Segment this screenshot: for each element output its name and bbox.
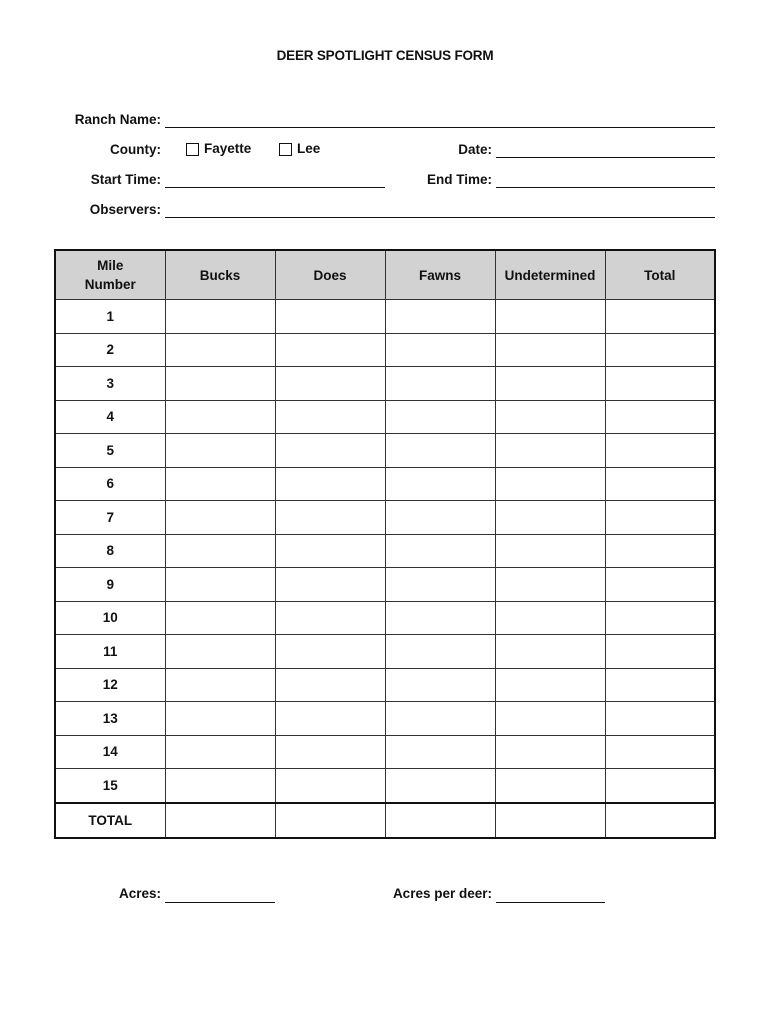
table-row — [55, 635, 715, 669]
does-cell[interactable] — [275, 735, 385, 769]
ranch-name-label: Ranch Name: — [74, 112, 161, 127]
bucks-cell[interactable] — [165, 568, 275, 602]
fawns-cell[interactable] — [385, 400, 495, 434]
fawns-cell[interactable] — [385, 434, 495, 468]
mile-number-cell: 2 — [55, 333, 165, 367]
end-time-label: End Time: — [426, 172, 492, 187]
mile-number-cell: 5 — [55, 434, 165, 468]
mile-number-cell: 7 — [55, 501, 165, 535]
fawns-cell[interactable] — [385, 668, 495, 702]
total-cell[interactable] — [605, 635, 715, 669]
total-cell[interactable] — [605, 601, 715, 635]
header-mile-number — [55, 250, 165, 300]
fayette-label: Fayette — [204, 141, 252, 156]
total-cell[interactable] — [605, 568, 715, 602]
total-cell[interactable] — [605, 333, 715, 367]
does-cell[interactable] — [275, 601, 385, 635]
undetermined-cell[interactable] — [495, 434, 605, 468]
table-row — [55, 367, 715, 401]
undetermined-cell[interactable] — [495, 300, 605, 334]
mile-number-cell: 13 — [55, 702, 165, 736]
undetermined-cell[interactable] — [495, 400, 605, 434]
lee-checkbox[interactable] — [279, 143, 292, 156]
header-mile-line1: Mile — [97, 258, 124, 273]
mile-number-cell: 11 — [55, 635, 165, 669]
total-fawns-cell[interactable] — [385, 803, 495, 838]
total-cell[interactable] — [605, 400, 715, 434]
does-cell[interactable] — [275, 635, 385, 669]
fawns-cell[interactable] — [385, 501, 495, 535]
table-row — [55, 400, 715, 434]
fayette-checkbox[interactable] — [186, 143, 199, 156]
fawns-cell[interactable] — [385, 568, 495, 602]
census-table — [54, 249, 716, 839]
total-cell[interactable] — [605, 668, 715, 702]
header-bucks: Bucks — [165, 250, 275, 300]
undetermined-cell[interactable] — [495, 735, 605, 769]
mile-number-cell: 12 — [55, 668, 165, 702]
undetermined-cell[interactable] — [495, 769, 605, 803]
does-cell[interactable] — [275, 400, 385, 434]
bucks-cell[interactable] — [165, 735, 275, 769]
does-cell[interactable] — [275, 333, 385, 367]
date-label: Date: — [458, 142, 492, 157]
undetermined-cell[interactable] — [495, 568, 605, 602]
table-row — [55, 501, 715, 535]
mile-number-cell: 3 — [55, 367, 165, 401]
total-cell[interactable] — [605, 367, 715, 401]
acres-label: Acres: — [118, 886, 161, 901]
fawns-cell[interactable] — [385, 367, 495, 401]
acres-per-deer-label: Acres per deer: — [392, 886, 492, 901]
fawns-cell[interactable] — [385, 300, 495, 334]
bucks-cell[interactable] — [165, 601, 275, 635]
header-undetermined: Undetermined — [495, 250, 605, 300]
total-cell[interactable] — [605, 300, 715, 334]
acres-per-deer-field[interactable] — [496, 902, 605, 903]
table-row — [55, 434, 715, 468]
undetermined-cell[interactable] — [495, 367, 605, 401]
table-row — [55, 467, 715, 501]
bucks-cell[interactable] — [165, 769, 275, 803]
mile-number-cell: 9 — [55, 568, 165, 602]
bucks-cell[interactable] — [165, 668, 275, 702]
table-row — [55, 668, 715, 702]
header-fawns: Fawns — [385, 250, 495, 300]
undetermined-cell[interactable] — [495, 467, 605, 501]
does-cell[interactable] — [275, 367, 385, 401]
total-does-cell[interactable] — [275, 803, 385, 838]
total-bucks-cell[interactable] — [165, 803, 275, 838]
does-cell[interactable] — [275, 501, 385, 535]
end-time-field[interactable] — [496, 187, 715, 188]
bucks-cell[interactable] — [165, 702, 275, 736]
mile-number-cell: 8 — [55, 534, 165, 568]
does-cell[interactable] — [275, 668, 385, 702]
total-cell[interactable] — [605, 702, 715, 736]
table-row — [55, 601, 715, 635]
fawns-cell[interactable] — [385, 467, 495, 501]
bucks-cell[interactable] — [165, 467, 275, 501]
table-row — [55, 568, 715, 602]
table-row — [55, 534, 715, 568]
undetermined-cell[interactable] — [495, 668, 605, 702]
county-label: County: — [110, 142, 161, 157]
fawns-cell[interactable] — [385, 534, 495, 568]
table-row — [55, 702, 715, 736]
bucks-cell[interactable] — [165, 501, 275, 535]
ranch-name-field[interactable] — [165, 127, 715, 128]
start-time-field[interactable] — [165, 187, 385, 188]
table-row — [55, 333, 715, 367]
does-cell[interactable] — [275, 467, 385, 501]
table-header-row — [55, 250, 715, 300]
bucks-cell[interactable] — [165, 400, 275, 434]
bucks-cell[interactable] — [165, 434, 275, 468]
does-cell[interactable] — [275, 434, 385, 468]
undetermined-cell[interactable] — [495, 534, 605, 568]
total-cell[interactable] — [605, 501, 715, 535]
bucks-cell[interactable] — [165, 333, 275, 367]
mile-number-cell: 15 — [55, 769, 165, 803]
total-cell[interactable] — [605, 735, 715, 769]
total-undetermined-cell[interactable] — [495, 803, 605, 838]
total-cell[interactable] — [605, 769, 715, 803]
does-cell[interactable] — [275, 534, 385, 568]
does-cell[interactable] — [275, 568, 385, 602]
fawns-cell[interactable] — [385, 735, 495, 769]
total-total-cell[interactable] — [605, 803, 715, 838]
observers-field[interactable] — [165, 217, 715, 218]
bucks-cell[interactable] — [165, 300, 275, 334]
date-field[interactable] — [496, 157, 715, 158]
table-row — [55, 769, 715, 803]
undetermined-cell[interactable] — [495, 333, 605, 367]
acres-field[interactable] — [165, 902, 275, 903]
undetermined-cell[interactable] — [495, 601, 605, 635]
header-mile-line2: Number — [84, 277, 136, 292]
header-total: Total — [605, 250, 715, 300]
table-row — [55, 300, 715, 334]
does-cell[interactable] — [275, 702, 385, 736]
bucks-cell[interactable] — [165, 635, 275, 669]
does-cell[interactable] — [275, 300, 385, 334]
fawns-cell[interactable] — [385, 769, 495, 803]
start-time-label: Start Time: — [90, 172, 161, 187]
mile-number-cell: 4 — [55, 400, 165, 434]
mile-number-cell: 6 — [55, 467, 165, 501]
total-row — [55, 803, 715, 838]
mile-number-cell: 10 — [55, 601, 165, 635]
header-does: Does — [275, 250, 385, 300]
total-cell[interactable] — [605, 434, 715, 468]
table-row — [55, 735, 715, 769]
total-label-cell: TOTAL — [55, 803, 165, 838]
bucks-cell[interactable] — [165, 534, 275, 568]
total-cell[interactable] — [605, 467, 715, 501]
total-cell[interactable] — [605, 534, 715, 568]
mile-number-cell: 14 — [55, 735, 165, 769]
undetermined-cell[interactable] — [495, 501, 605, 535]
undetermined-cell[interactable] — [495, 635, 605, 669]
undetermined-cell[interactable] — [495, 702, 605, 736]
fawns-cell[interactable] — [385, 601, 495, 635]
fawns-cell[interactable] — [385, 635, 495, 669]
fawns-cell[interactable] — [385, 702, 495, 736]
mile-number-cell: 1 — [55, 300, 165, 334]
observers-label: Observers: — [89, 202, 161, 217]
bucks-cell[interactable] — [165, 367, 275, 401]
does-cell[interactable] — [275, 769, 385, 803]
fawns-cell[interactable] — [385, 333, 495, 367]
form-title: DEER SPOTLIGHT CENSUS FORM — [276, 48, 494, 63]
lee-label: Lee — [297, 141, 321, 156]
